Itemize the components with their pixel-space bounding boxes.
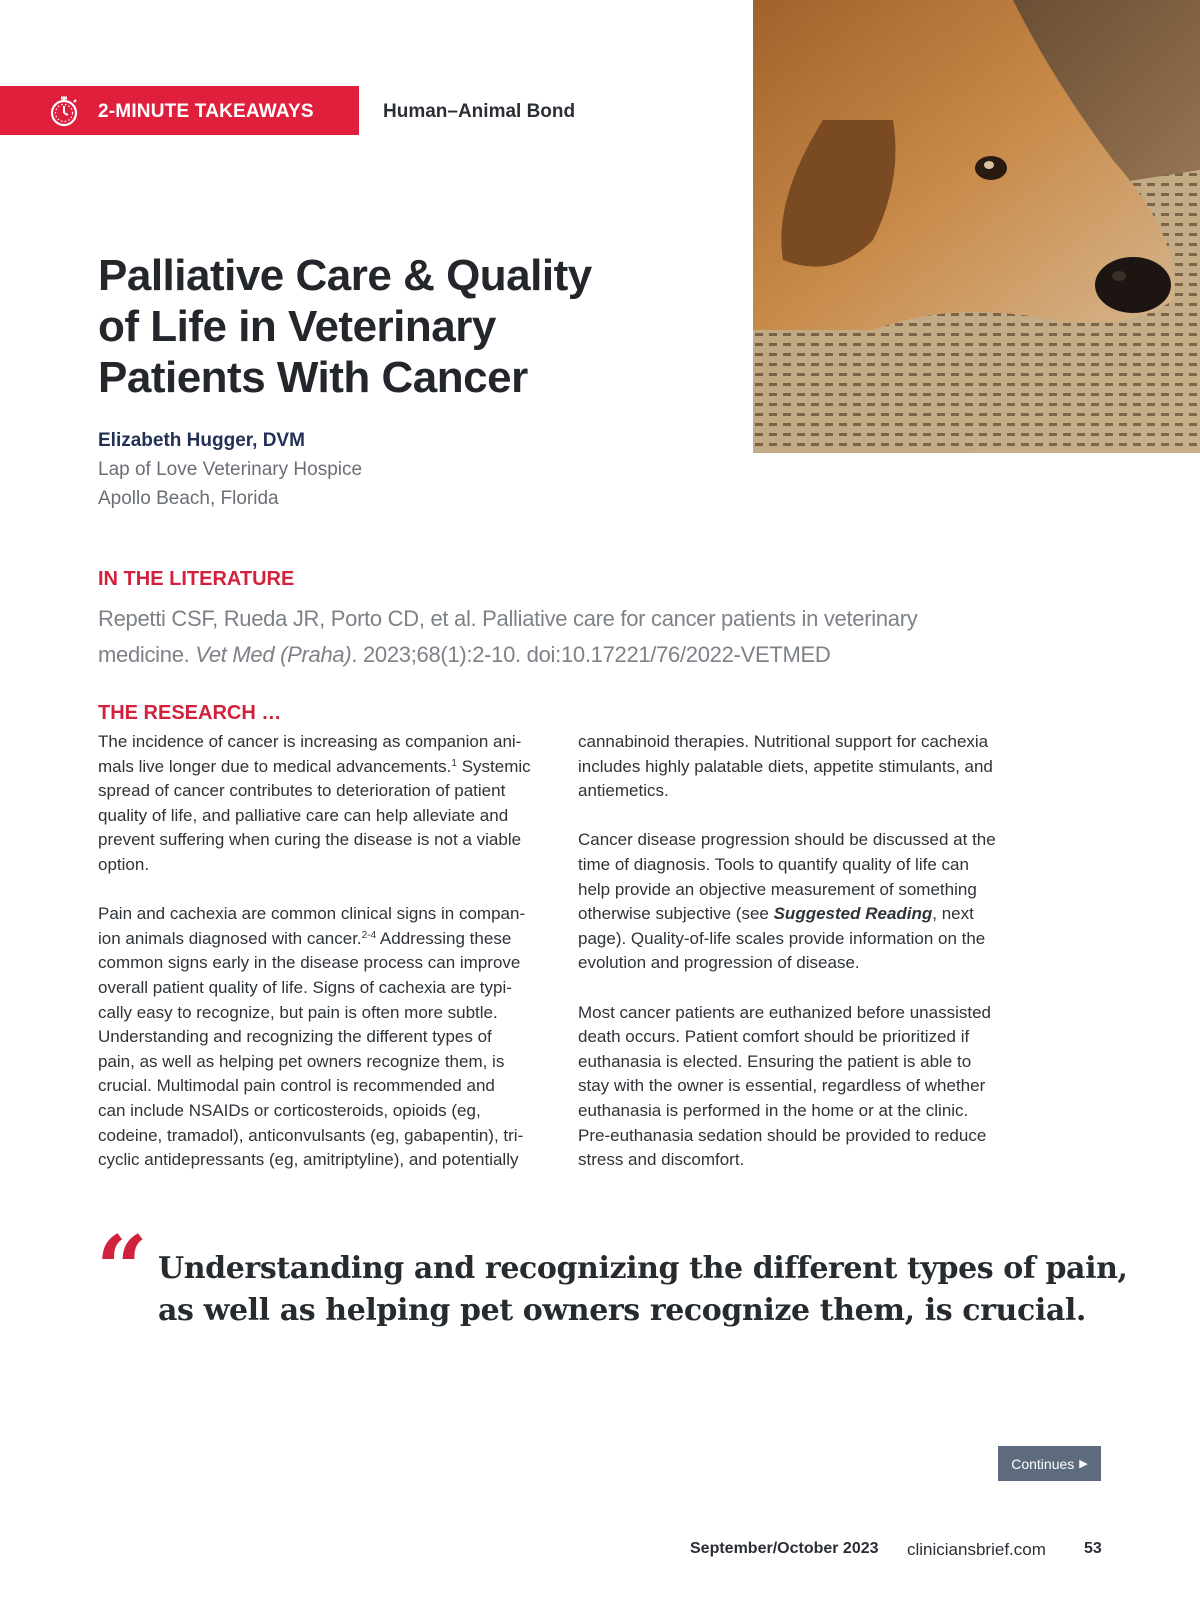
issue-date: September/October 2023	[690, 1540, 879, 1557]
body-line: prevent suffering when curing the disease is not a viable	[98, 830, 522, 850]
body-line: death occurs. Patient comfort should be prioritized if	[578, 1027, 970, 1047]
page-number: 53	[1084, 1540, 1102, 1557]
body-line: help provide an objective measurement of something	[578, 879, 977, 899]
article-title	[98, 250, 658, 403]
body-line: common signs early in the disease process can improve	[98, 953, 521, 973]
body-line: evolution and progression of disease.	[578, 953, 860, 973]
banner-label: 2-MINUTE TAKEAWAYS	[98, 101, 314, 122]
body-line: includes highly palatable diets, appetite stimulants, and	[578, 756, 993, 776]
body-line: cannabinoid therapies. Nutritional support for cachexia	[578, 732, 989, 751]
body-line: Cancer disease progression should be discussed at the	[578, 830, 996, 850]
body-line: stay with the owner is essential, regardless of whether	[578, 1076, 986, 1096]
research-heading: THE RESEARCH …	[98, 702, 282, 724]
body-line: pain, as well as helping pet owners recognize them, is	[98, 1051, 505, 1071]
body-line: quality of life, and palliative care can help alleviate and	[98, 805, 509, 825]
body-line: otherwise subjective (see Suggested Reading, next	[578, 904, 974, 924]
body-line: euthanasia is performed in the home or at the clinic.	[578, 1100, 969, 1120]
reference-superscript: 2-4	[361, 929, 377, 941]
pull-quote	[158, 1248, 1128, 1332]
body-column-left	[98, 730, 550, 1173]
author-location: Apollo Beach, Florida	[98, 488, 279, 509]
site-url: cliniciansbrief.com	[907, 1540, 1046, 1559]
body-line: Most cancer patients are euthanized before unassisted	[578, 1002, 991, 1022]
title-line: Palliative Care & Quality	[98, 251, 592, 300]
body-line: Understanding and recognizing the different types of	[98, 1027, 492, 1047]
journal-name: Vet Med (Praha)	[195, 642, 352, 667]
body-line: euthanasia is elected. Ensuring the patient is able to	[578, 1051, 972, 1071]
body-line: cyclic antidepressants (eg, amitriptyline), and potentially	[98, 1150, 519, 1170]
pull-quote-line: as well as helping pet owners recognize them, is crucial.	[158, 1293, 1086, 1328]
body-line: cally easy to recognize, but pain is often more subtle.	[98, 1002, 498, 1022]
play-arrow-icon: ▶	[1079, 1458, 1088, 1470]
citation-line: medicine. Vet Med (Praha). 2023;68(1):2-10. doi:10.17221/76/2022-VETMED	[98, 642, 831, 667]
reference-superscript: 1	[451, 757, 457, 769]
body-line: mals live longer due to medical advancements.$^1$ Systemic	[98, 756, 531, 776]
suggested-reading-link: Suggested Reading	[773, 904, 933, 924]
body-column-right	[578, 730, 1030, 1173]
section-banner	[0, 86, 359, 135]
body-line: can include NSAIDs or corticosteroids, opioids (eg,	[98, 1100, 481, 1120]
author-affiliation: Lap of Love Veterinary Hospice	[98, 459, 363, 480]
citation	[98, 601, 958, 673]
dog-photo	[753, 0, 1200, 453]
body-line: option.	[98, 854, 150, 874]
body-line: overall patient quality of life. Signs of cachexia are typi-	[98, 977, 512, 997]
body-line: Pain and cachexia are common clinical signs in compan-	[98, 904, 526, 924]
title-line: of Life in Veterinary	[98, 302, 496, 351]
body-line: codeine, tramadol), anticonvulsants (eg, gabapentin), tri-	[98, 1125, 524, 1145]
body-line: time of diagnosis. Tools to quantify quality of life can	[578, 854, 969, 874]
author-name: Elizabeth Hugger, DVM	[98, 430, 305, 451]
body-line: crucial. Multimodal pain control is recommended and	[98, 1076, 495, 1096]
quote-mark-icon: “	[96, 1216, 148, 1322]
body-line: page). Quality-of-life scales provide information on the	[578, 928, 986, 948]
section-tag: Human–Animal Bond	[383, 101, 576, 122]
body-line: antiemetics.	[578, 781, 669, 801]
citation-line: Repetti CSF, Rueda JR, Porto CD, et al. Palliative care for cancer patients in veterinary	[98, 606, 918, 631]
literature-heading: IN THE LITERATURE	[98, 568, 295, 590]
body-line: spread of cancer contributes to deterioration of patient	[98, 781, 506, 801]
body-line: stress and discomfort.	[578, 1150, 745, 1170]
continues-label: Continues	[1011, 1455, 1075, 1472]
body-line: ion animals diagnosed with cancer.$^{2-4}$ Addressing these	[98, 928, 512, 948]
title-line: Patients With Cancer	[98, 353, 528, 402]
continues-button[interactable]	[998, 1446, 1101, 1481]
body-line: Pre-euthanasia sedation should be provided to reduce	[578, 1125, 987, 1145]
body-line: The incidence of cancer is increasing as companion ani-	[98, 732, 522, 751]
pull-quote-line: Understanding and recognizing the different types of pain,	[158, 1251, 1128, 1286]
stopwatch-icon	[47, 94, 81, 128]
